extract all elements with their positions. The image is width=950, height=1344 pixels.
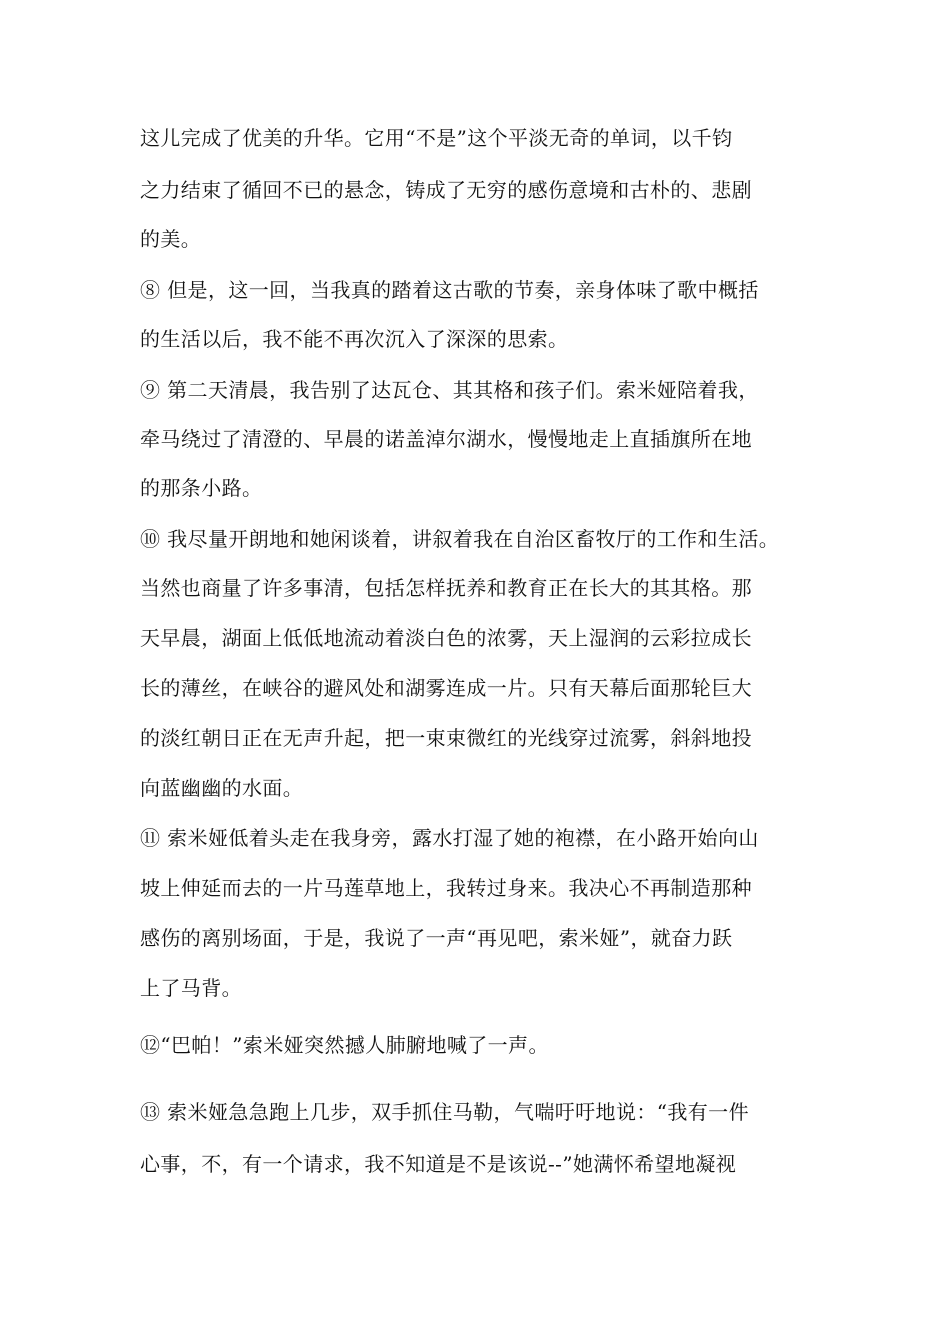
text-line: ⑪ 索米娅低着头走在我身旁，露水打湿了她的袍襟，在小路开始向山 bbox=[140, 826, 759, 850]
text-line: 心事，不，有一个请求，我不知道是不是该说--”她满怀希望地凝视 bbox=[140, 1152, 737, 1176]
text-line: ⑧ 但是，这一回，当我真的踏着这古歌的节奏，亲身体味了歌中概括 bbox=[140, 278, 759, 302]
text-line: 的生活以后，我不能不再次沉入了深深的思索。 bbox=[140, 327, 569, 351]
text-line: ⑫“巴帕！”索米娅突然撼人肺腑地喊了一声。 bbox=[140, 1033, 549, 1057]
text-line: 之力结束了循回不已的悬念，铸成了无穷的感伤意境和古朴的、悲剧 bbox=[140, 178, 752, 202]
text-line: 坡上伸延而去的一片马莲草地上，我转过身来。我决心不再制造那种 bbox=[140, 876, 752, 900]
text-line: 牵马绕过了清澄的、早晨的诺盖淖尔湖水，慢慢地走上直插旗所在地 bbox=[140, 427, 752, 451]
text-line: ⑬ 索米娅急急跑上几步，双手抓住马勒，气喘吁吁地说：“我有一件 bbox=[140, 1100, 749, 1124]
text-line: 感伤的离别场面，于是，我说了一声“再见吧，索米娅”，就奋力跃 bbox=[140, 926, 733, 950]
text-line: 的美。 bbox=[140, 227, 202, 251]
text-line: ⑨ 第二天清晨，我告别了达瓦仓、其其格和孩子们。索米娅陪着我， bbox=[140, 378, 759, 402]
text-line: 长的薄丝，在峡谷的避风处和湖雾连成一片。只有天幕后面那轮巨大 bbox=[140, 676, 752, 700]
text-line: 的那条小路。 bbox=[140, 476, 263, 500]
text-line: 的淡红朝日正在无声升起，把一束束微红的光线穿过流雾，斜斜地投 bbox=[140, 726, 752, 750]
text-line: 天早晨，湖面上低低地流动着淡白色的浓雾，天上湿润的云彩拉成长 bbox=[140, 626, 752, 650]
text-line: 当然也商量了许多事清，包括怎样抚养和教育正在长大的其其格。那 bbox=[140, 576, 752, 600]
text-line: ⑩ 我尽量开朗地和她闲谈着，讲叙着我在自治区畜牧厅的工作和生活。 bbox=[140, 527, 780, 551]
text-line: 向蓝幽幽的水面。 bbox=[140, 776, 304, 800]
text-line: 上了马背。 bbox=[140, 976, 242, 1000]
text-line: 这儿完成了优美的升华。它用“不是”这个平淡无奇的单词，以千钧 bbox=[140, 126, 733, 150]
